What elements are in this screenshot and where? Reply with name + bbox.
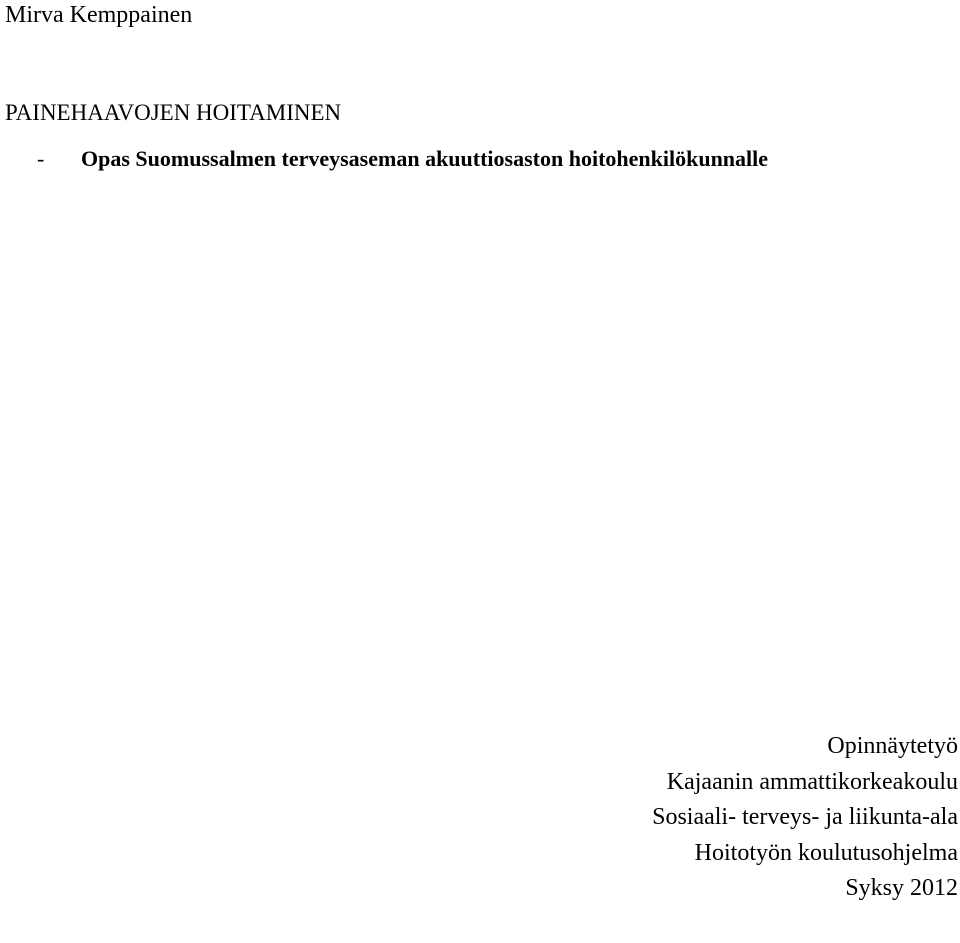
- subtitle-text: Opas Suomussalmen terveysaseman akuuttiosaston hoitohenkilökunnalle: [81, 146, 769, 171]
- thesis-type: Opinnäytetyö: [827, 733, 958, 759]
- thesis-info-block: [652, 729, 958, 907]
- field-name: Sosiaali- terveys- ja liikunta-ala: [652, 804, 958, 830]
- program-name: Hoitotyön koulutusohjelma: [694, 839, 958, 866]
- author-name: Mirva Kemppainen: [5, 2, 193, 28]
- document-title: PAINEHAAVOJEN HOITAMINEN: [5, 100, 342, 125]
- subtitle-dash: -: [37, 146, 45, 171]
- school-name: Kajaanin ammattikorkeakoulu: [666, 768, 958, 795]
- document-subtitle: [37, 144, 768, 174]
- date-text: Syksy 2012: [845, 875, 958, 901]
